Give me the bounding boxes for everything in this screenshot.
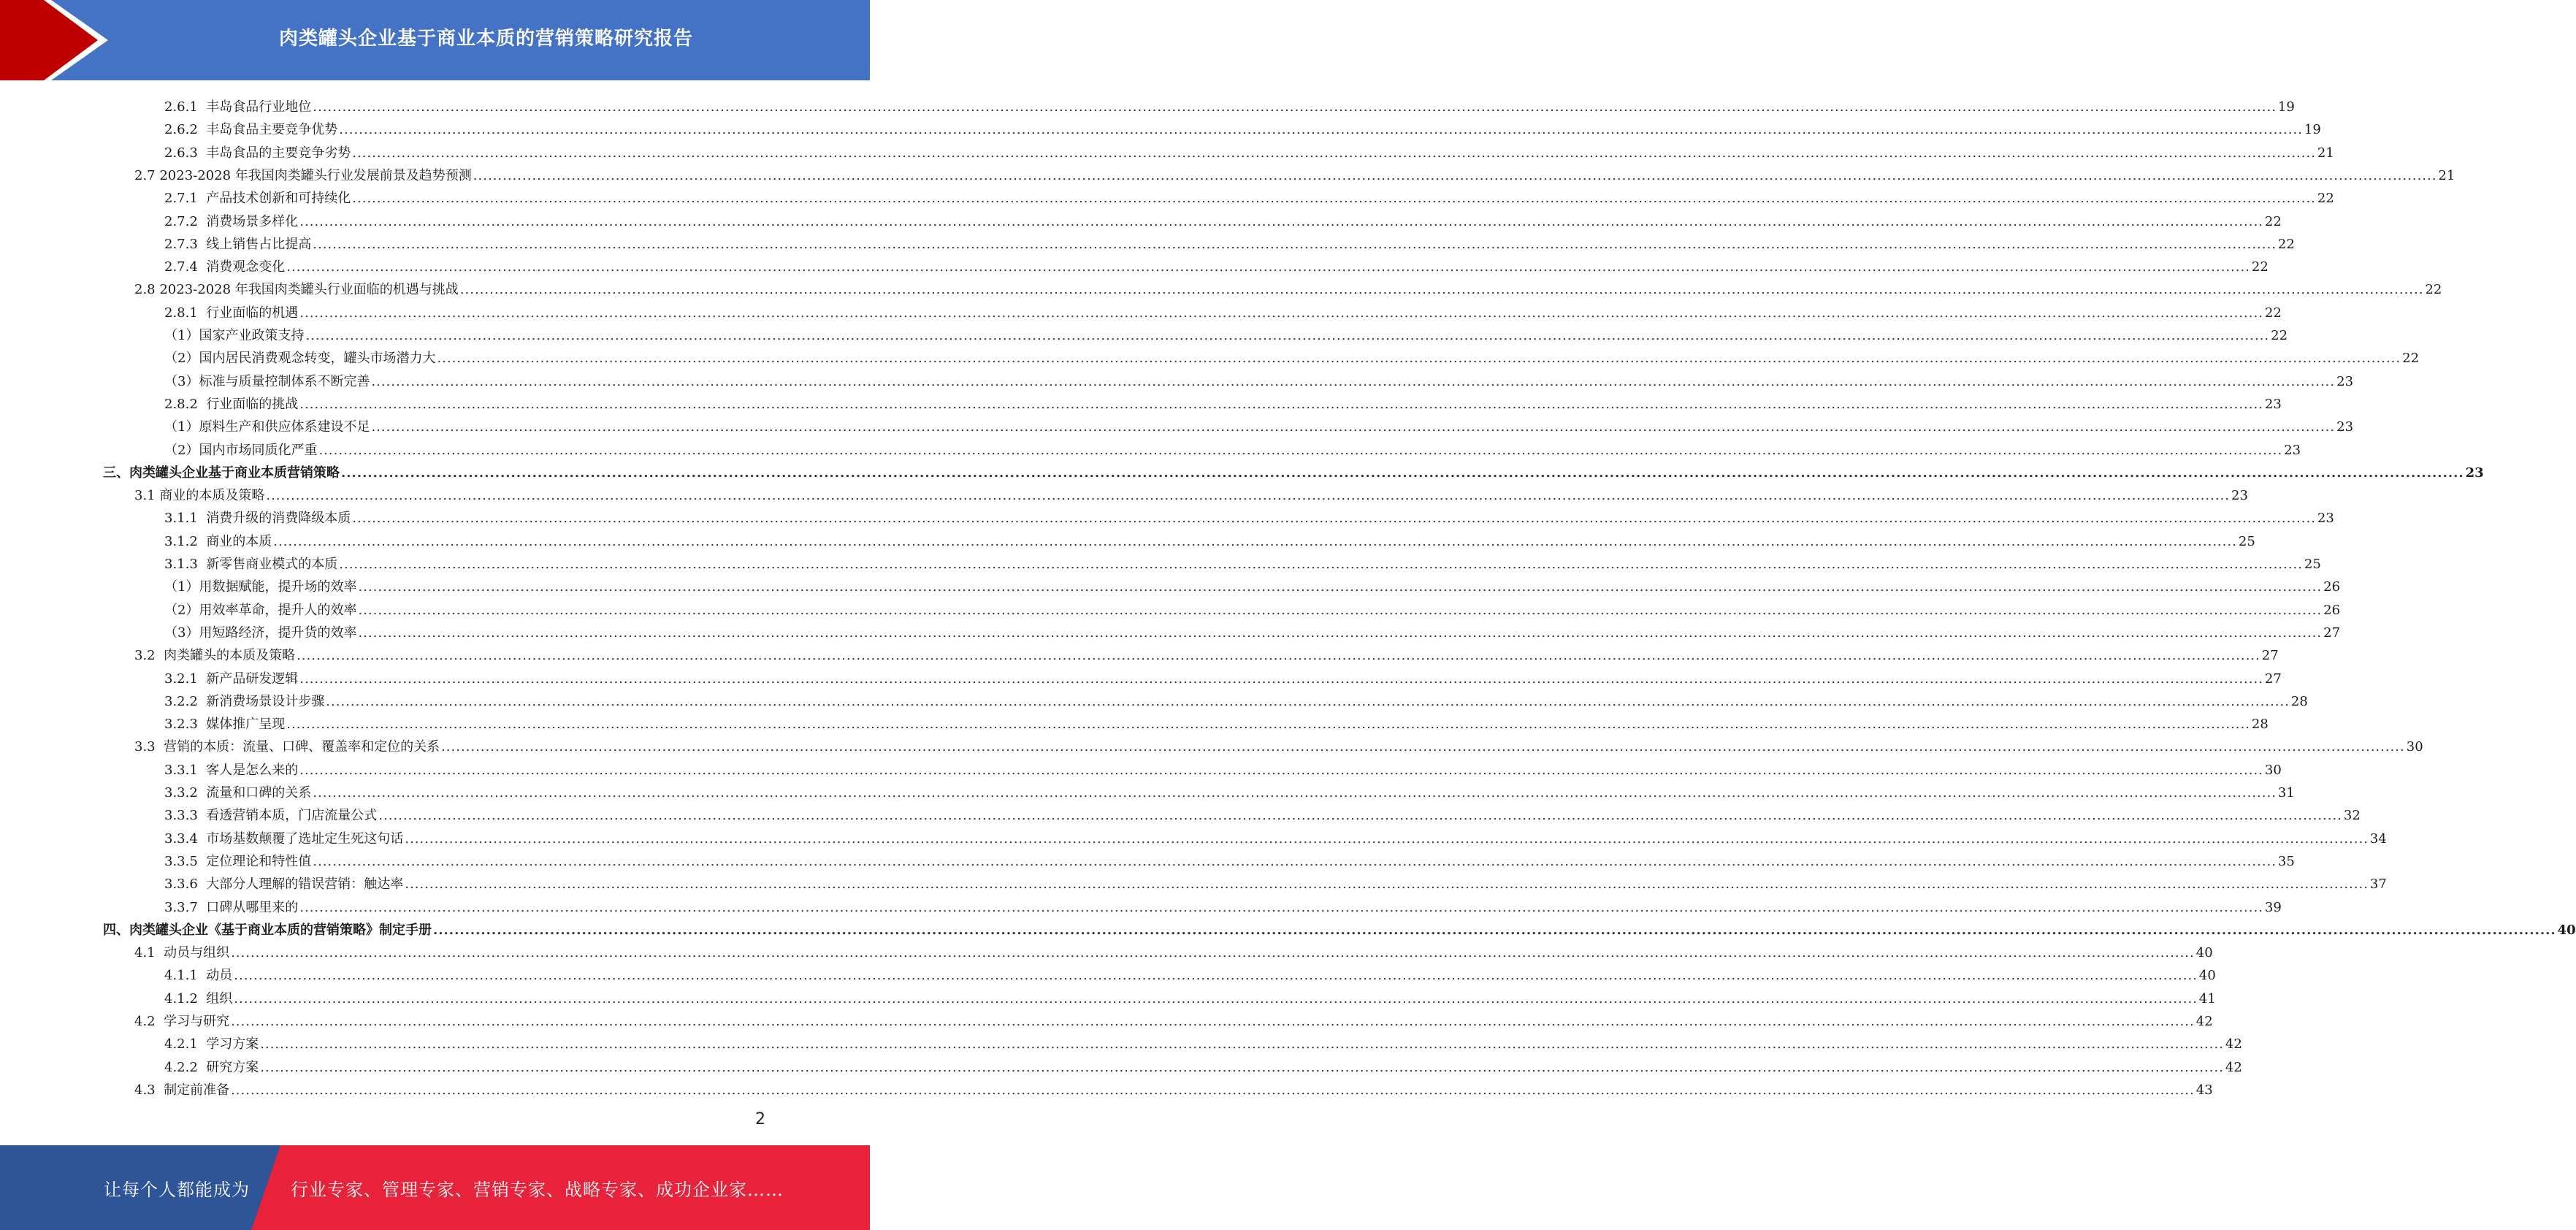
toc-entry-page: 43 [2195,1082,2213,1098]
toc-entry-page: 21 [2438,167,2455,183]
toc-entry-title: 3.2.3 媒体推广呈现 [164,717,286,733]
toc-entry[interactable] [134,1007,2213,1030]
toc-entry-page: 31 [2277,785,2295,801]
toc-dot-leader: ................................................................................................................................................................................................................................................................................................................................................................................................................ [313,853,2277,869]
toc-dot-leader: ................................................................................................................................................................................................................................................................................................................................................................................................................ [299,213,2263,229]
toc-entry[interactable] [164,665,2282,687]
toc-entry-page: 28 [2251,717,2269,733]
toc-dot-leader: ................................................................................................................................................................................................................................................................................................................................................................................................................ [313,236,2277,252]
toc-entry-title: （2）用效率革命，提升人的效率 [164,602,357,618]
toc-entry-page: 25 [2238,533,2255,549]
toc-entry[interactable] [164,390,2282,413]
toc-dot-leader: ................................................................................................................................................................................................................................................................................................................................................................................................................ [405,876,2369,893]
toc-entry-page: 22 [2264,213,2282,229]
toc-entry[interactable] [164,299,2282,321]
toc-entry-title: 2.7.3 线上销售占比提高 [164,236,312,252]
toc-entry-title: 2.6.3 丰岛食品的主要竞争劣势 [164,145,351,161]
toc-dot-leader: ................................................................................................................................................................................................................................................................................................................................................................................................................ [299,671,2263,687]
toc-entry-page: 26 [2323,579,2341,595]
toc-dot-leader: ................................................................................................................................................................................................................................................................................................................................................................................................................ [234,968,2198,984]
toc-entry-page: 34 [2369,830,2387,847]
toc-entry[interactable] [164,321,2288,344]
toc-entry[interactable] [164,413,2354,435]
toc-dot-leader: ................................................................................................................................................................................................................................................................................................................................................................................................................ [441,739,2405,755]
toc-entry-page: 35 [2277,853,2295,869]
toc-entry[interactable] [164,825,2387,847]
toc-dot-leader: ................................................................................................................................................................................................................................................................................................................................................................................................................ [437,351,2401,367]
toc-entry[interactable] [103,459,2484,481]
toc-entry[interactable] [164,184,2334,207]
toc-entry-page: 40 [2198,968,2216,984]
toc-entry-title: （2）国内市场同质化严重 [164,442,318,458]
toc-dot-leader: ................................................................................................................................................................................................................................................................................................................................................................................................................ [371,373,2336,389]
toc-entry-page: 19 [2277,99,2295,115]
toc-entry-title: 3.3.4 市场基数颠覆了选址定生死这句话 [164,830,404,847]
toc-entry-page: 23 [2336,373,2354,389]
toc-dot-leader: ................................................................................................................................................................................................................................................................................................................................................................................................................ [339,122,2303,138]
toc-entry[interactable] [164,344,2420,367]
toc-entry-page: 19 [2304,122,2321,138]
toc-dot-leader: ................................................................................................................................................................................................................................................................................................................................................................................................................ [313,785,2277,801]
toc-dot-leader: ................................................................................................................................................................................................................................................................................................................................................................................................................ [231,1014,2195,1029]
toc-entry[interactable] [134,1076,2213,1099]
toc-dot-leader: ................................................................................................................................................................................................................................................................................................................................................................................................................ [341,465,2464,481]
toc-entry-title: 3.1.3 新零售商业模式的本质 [164,557,338,572]
toc-entry-title: 3.1.2 商业的本质 [164,533,272,549]
toc-entry-title: 3.3.7 口碑从哪里来的 [164,899,299,915]
report-header [0,0,870,80]
toc-dot-leader: ................................................................................................................................................................................................................................................................................................................................................................................................................ [358,579,2323,595]
toc-dot-leader: ................................................................................................................................................................................................................................................................................................................................................................................................................ [266,488,2231,504]
toc-entry[interactable] [134,161,2455,184]
toc-dot-leader: ................................................................................................................................................................................................................................................................................................................................................................................................................ [297,648,2260,664]
toc-entry-page: 30 [2264,762,2282,778]
toc-entry[interactable] [164,93,2295,115]
toc-entry-title: 四、肉类罐头企业《基于商业本质的营销策略》制定手册 [103,922,432,938]
toc-entry-title: 4.2.1 学习方案 [164,1036,259,1053]
toc-dot-leader: ................................................................................................................................................................................................................................................................................................................................................................................................................ [273,533,2237,549]
toc-entry[interactable] [164,596,2341,619]
toc-entry[interactable] [164,115,2321,138]
toc-entry-page: 37 [2369,876,2387,893]
toc-entry[interactable] [164,207,2282,230]
report-title: 肉类罐头企业基于商业本质的营销策略研究报告 [278,27,693,50]
toc-entry-page: 40 [2195,945,2213,961]
toc-entry-page: 25 [2304,557,2321,572]
toc-entry[interactable] [164,1053,2242,1076]
toc-entry-page: 30 [2406,739,2423,755]
toc-entry[interactable] [164,756,2282,779]
toc-entry-title: （3）标准与质量控制体系不断完善 [164,373,370,389]
toc-entry-page: 22 [2271,328,2288,343]
toc-entry-page: 23 [2317,511,2334,527]
toc-entry-title: 2.7 2023-2028 年我国肉类罐头行业发展前景及趋势预测 [134,167,472,183]
toc-entry[interactable] [164,367,2354,390]
toc-entry[interactable] [164,779,2295,801]
toc-entry-title: 2.8.2 行业面临的挑战 [164,396,299,412]
toc-entry-title: 2.7.2 消费场景多样化 [164,213,299,229]
toc-entry-title: 3.2 肉类罐头的本质及策略 [134,648,296,664]
toc-dot-leader: ................................................................................................................................................................................................................................................................................................................................................................................................................ [299,305,2263,321]
toc-dot-leader: ................................................................................................................................................................................................................................................................................................................................................................................................................ [299,899,2263,915]
toc-dot-leader: ................................................................................................................................................................................................................................................................................................................................................................................................................ [234,990,2198,1006]
toc-entry-title: 2.8.1 行业面临的机遇 [164,305,299,321]
toc-entry[interactable] [134,641,2279,664]
toc-dot-leader: ................................................................................................................................................................................................................................................................................................................................................................................................................ [260,1036,2224,1053]
toc-dot-leader: ................................................................................................................................................................................................................................................................................................................................................................................................................ [352,511,2316,527]
toc-entry-page: 23 [2231,488,2248,504]
toc-dot-leader: ................................................................................................................................................................................................................................................................................................................................................................................................................ [352,191,2316,207]
toc-entry[interactable] [164,619,2341,641]
toc-entry-title: 3.3.1 客人是怎么来的 [164,762,299,778]
toc-entry-page: 27 [2264,671,2282,687]
toc-dot-leader: ................................................................................................................................................................................................................................................................................................................................................................................................................ [371,419,2336,435]
toc-dot-leader: ................................................................................................................................................................................................................................................................................................................................................................................................................ [299,396,2263,412]
toc-dot-leader: ................................................................................................................................................................................................................................................................................................................................................................................................................ [358,624,2323,641]
toc-entry[interactable] [164,847,2295,870]
toc-entry[interactable] [164,573,2341,595]
toc-entry-title: 4.1.2 组织 [164,990,233,1006]
toc-dot-leader: ................................................................................................................................................................................................................................................................................................................................................................................................................ [326,693,2290,709]
report-footer [0,1145,870,1230]
toc-dot-leader: ................................................................................................................................................................................................................................................................................................................................................................................................................ [231,945,2195,961]
toc-entry-title: 4.1 动员与组织 [134,945,230,961]
toc-dot-leader: ................................................................................................................................................................................................................................................................................................................................................................................................................ [459,282,2424,298]
toc-entry[interactable] [164,870,2387,893]
toc-entry-page: 22 [2402,351,2420,367]
toc-entry-page: 41 [2198,990,2216,1006]
toc-entry-page: 22 [2251,259,2269,275]
toc-entry-title: 3.3.5 定位理论和特性值 [164,853,312,869]
toc-entry-title: （1）国家产业政策支持 [164,328,305,343]
toc-entry-title: 4.2.2 研究方案 [164,1059,259,1075]
toc-entry[interactable] [134,481,2248,504]
toc-dot-leader: ................................................................................................................................................................................................................................................................................................................................................................................................................ [433,922,2556,938]
toc-dot-leader: ................................................................................................................................................................................................................................................................................................................................................................................................................ [286,259,2250,275]
toc-entry[interactable] [164,436,2301,459]
toc-entry-page: 42 [2225,1059,2242,1075]
toc-entry-title: 2.8 2023-2028 年我国肉类罐头行业面临的机遇与挑战 [134,282,459,298]
toc-entry-title: 3.2.2 新消费场景设计步骤 [164,693,325,709]
toc-dot-leader: ................................................................................................................................................................................................................................................................................................................................................................................................................ [473,167,2437,183]
toc-entry-title: 三、肉类罐头企业基于商业本质营销策略 [103,465,340,481]
toc-entry-title: 3.2.1 新产品研发逻辑 [164,671,299,687]
toc-entry[interactable] [103,916,2576,939]
toc-entry-page: 22 [2277,236,2295,252]
toc-entry-title: 3.3.3 看透营销本质，门店流量公式 [164,808,378,824]
toc-dot-leader: ................................................................................................................................................................................................................................................................................................................................................................................................................ [358,602,2323,618]
footer-slogan-right: 行业专家、管理专家、营销专家、战略专家、成功企业家…… [291,1179,784,1200]
toc-dot-leader: ................................................................................................................................................................................................................................................................................................................................................................................................................ [378,808,2342,824]
toc-entry-page: 22 [2317,191,2334,207]
toc-entry-title: 2.6.1 丰岛食品行业地位 [164,99,312,115]
toc-entry-page: 23 [2465,465,2484,481]
toc-dot-leader: ................................................................................................................................................................................................................................................................................................................................................................................................................ [405,830,2369,847]
toc-dot-leader: ................................................................................................................................................................................................................................................................................................................................................................................................................ [299,762,2263,778]
page-number: 2 [755,1110,765,1128]
toc-entry[interactable] [164,801,2361,824]
toc-entry[interactable] [134,733,2423,755]
toc-entry-title: （1）用数据赋能，提升场的效率 [164,579,357,595]
toc-entry-title: 2.7.4 消费观念变化 [164,259,286,275]
toc-entry-page: 39 [2264,899,2282,915]
toc-dot-leader: ................................................................................................................................................................................................................................................................................................................................................................................................................ [231,1082,2195,1098]
toc-entry[interactable] [134,275,2442,298]
toc-entry[interactable] [164,253,2269,275]
toc-entry-page: 23 [2264,396,2282,412]
toc-entry-title: 4.1.1 动员 [164,968,233,984]
toc-entry[interactable] [164,893,2282,916]
toc-entry-title: 3.3.2 流量和口碑的关系 [164,785,312,801]
toc-entry-page: 23 [2336,419,2354,435]
toc-entry-page: 27 [2261,648,2279,664]
toc-dot-leader: ................................................................................................................................................................................................................................................................................................................................................................................................................ [352,145,2316,161]
toc-entry-title: 3.1 商业的本质及策略 [134,488,265,504]
footer-slogan-left: 让每个人都能成为 [104,1179,250,1200]
toc-dot-leader: ................................................................................................................................................................................................................................................................................................................................................................................................................ [339,557,2303,572]
toc-dot-leader: ................................................................................................................................................................................................................................................................................................................................................................................................................ [260,1059,2224,1075]
toc-entry-page: 28 [2290,693,2308,709]
toc-entry[interactable] [164,527,2255,550]
toc-entry[interactable] [164,985,2216,1007]
toc-entry-title: 3.1.1 消费升级的消费降级本质 [164,511,351,527]
toc-entry-page: 42 [2225,1036,2242,1053]
toc-entry-title: 2.7.1 产品技术创新和可持续化 [164,191,351,207]
toc-entry-page: 23 [2284,442,2301,458]
toc-entry-page: 21 [2317,145,2334,161]
toc-entry[interactable] [164,230,2295,253]
toc-entry-page: 22 [2425,282,2442,298]
toc-entry-title: 2.6.2 丰岛食品主要竞争优势 [164,122,338,138]
toc-dot-leader: ................................................................................................................................................................................................................................................................................................................................................................................................................ [318,442,2283,458]
toc-entry-title: 3.3.6 大部分人理解的错误营销：触达率 [164,876,404,893]
toc-entry[interactable] [164,961,2216,984]
toc-entry[interactable] [164,710,2269,733]
toc-entry-title: 4.2 学习与研究 [134,1014,230,1029]
toc-dot-leader: ................................................................................................................................................................................................................................................................................................................................................................................................................ [286,717,2250,733]
toc-entry-title: 3.3 营销的本质：流量、口碑、覆盖率和定位的关系 [134,739,440,755]
toc-entry-page: 40 [2557,922,2576,938]
toc-entry[interactable] [164,1030,2242,1053]
toc-entry[interactable] [164,550,2321,573]
toc-dot-leader: ................................................................................................................................................................................................................................................................................................................................................................................................................ [305,328,2270,343]
toc-entry-title: （1）原料生产和供应体系建设不足 [164,419,370,435]
toc-entry-page: 22 [2264,305,2282,321]
toc-entry-page: 32 [2343,808,2361,824]
toc-entry[interactable] [164,139,2334,161]
toc-entry[interactable] [164,504,2334,527]
toc-entry[interactable] [134,939,2213,961]
toc-entry[interactable] [164,687,2308,710]
toc-entry-page: 42 [2195,1014,2213,1029]
toc-entry-title: （3）用短路经济，提升货的效率 [164,624,357,641]
toc-entry-title: 4.3 制定前准备 [134,1082,230,1098]
toc-dot-leader: ................................................................................................................................................................................................................................................................................................................................................................................................................ [313,99,2277,115]
toc-entry-page: 27 [2323,624,2341,641]
toc-entry-page: 26 [2323,602,2341,618]
toc-entry-title: （2）国内居民消费观念转变，罐头市场潜力大 [164,351,436,367]
